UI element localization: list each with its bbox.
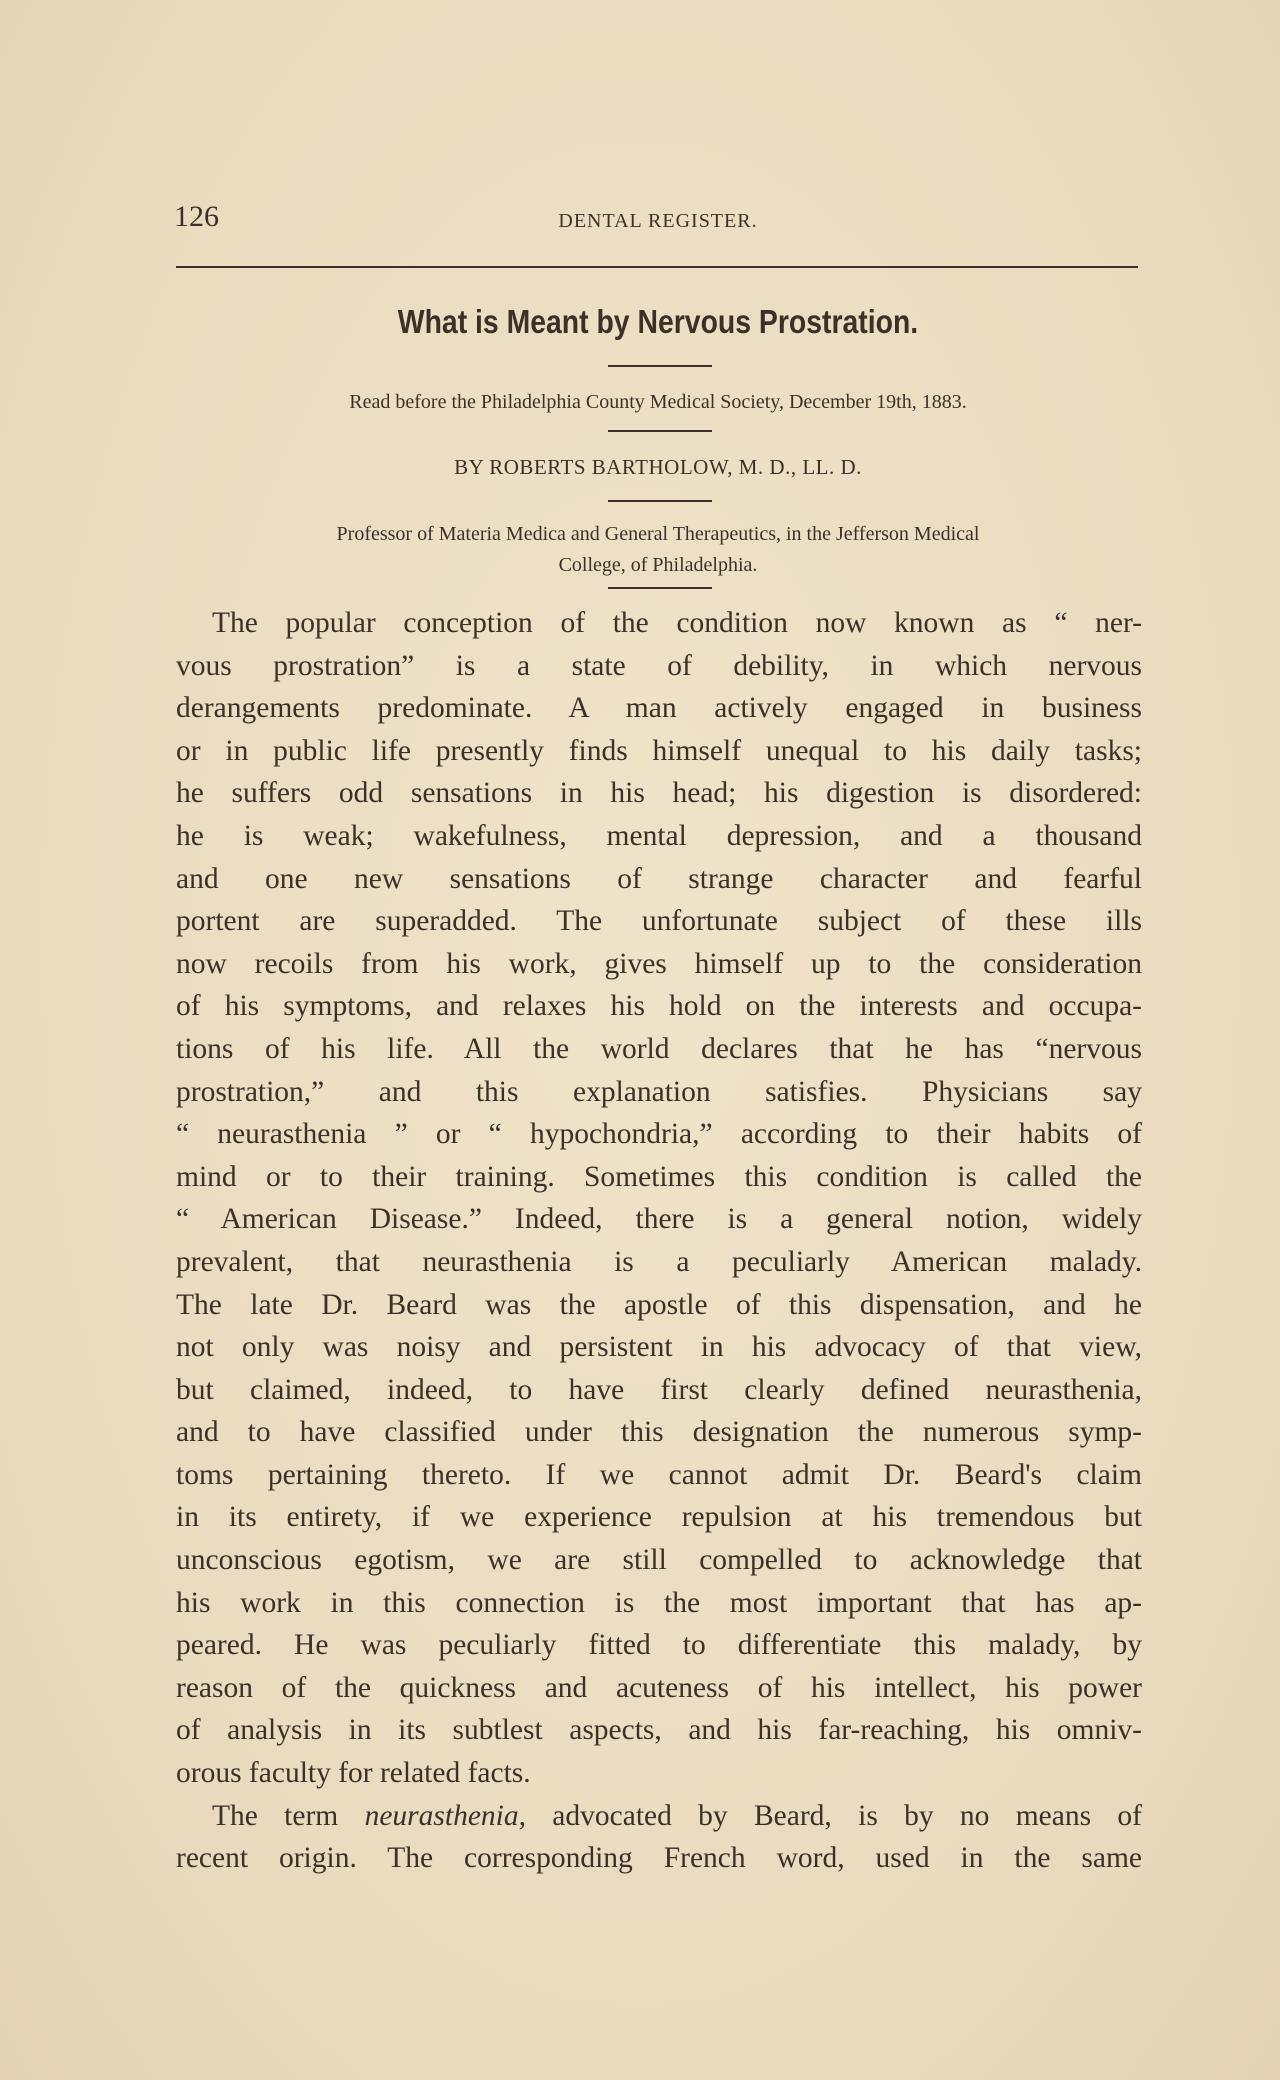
running-head: DENTAL REGISTER. xyxy=(558,210,758,232)
text-line: of his symptoms, and relaxes his hold on the interests and occupa- xyxy=(176,990,1142,1023)
text-line: he suffers odd sensations in his head; his digestion is disordered: xyxy=(176,777,1142,810)
author-affiliation xyxy=(160,519,1156,581)
article-body xyxy=(176,602,1142,1880)
text-line: of analysis in its subtlest aspects, and his far-reaching, his omniv- xyxy=(176,1714,1142,1747)
text-line: he is weak; wakefulness, mental depression, and a thousand xyxy=(176,819,1142,852)
text-line: portent are superadded. The unfortunate subject of these ills xyxy=(176,905,1142,938)
divider-rule xyxy=(608,587,712,589)
page-number: 126 xyxy=(174,200,219,233)
text-line: or in public life presently finds himself unequal to his daily tasks; xyxy=(176,734,1142,767)
header-rule xyxy=(176,266,1138,268)
text-segment: advocated by Beard, is by no means of xyxy=(525,1799,1142,1832)
text-line: mind or to their training. Sometimes this condition is called the xyxy=(176,1160,1142,1193)
text-line: in its entirety, if we experience repulsion at his tremendous but xyxy=(176,1501,1142,1534)
text-line: orous faculty for related facts. xyxy=(176,1757,531,1790)
text-line: prevalent, that neurasthenia is a peculiarly American malady. xyxy=(176,1245,1142,1278)
text-line: peared. He was peculiarly fitted to differentiate this malady, by xyxy=(176,1629,1142,1662)
text-line: his work in this connection is the most important that has ap- xyxy=(176,1586,1142,1619)
text-line: and one new sensations of strange character and fearful xyxy=(176,862,1142,895)
text-line: The late Dr. Beard was the apostle of this dispensation, and he xyxy=(176,1288,1142,1321)
text-segment: The term xyxy=(212,1799,365,1832)
affiliation-line: Professor of Materia Medica and General Therapeutics, in the Jefferson Medical xyxy=(336,523,980,545)
divider-rule xyxy=(608,500,712,502)
text-line: vous prostration” is a state of debility, in which nervous xyxy=(176,649,1142,682)
italic-term: neurasthenia, xyxy=(364,1799,526,1832)
text-line: toms pertaining thereto. If we cannot admit Dr. Beard's claim xyxy=(176,1458,1142,1491)
text-line: and to have classified under this designation the numerous symp- xyxy=(176,1416,1142,1449)
divider-rule xyxy=(608,365,712,367)
affiliation-line: College, of Philadelphia. xyxy=(558,554,758,576)
paragraph xyxy=(176,1795,1142,1880)
text-line: now recoils from his work, gives himself up to the consideration xyxy=(176,947,1142,980)
text-line: tions of his life. All the world declares that he has “nervous xyxy=(176,1032,1142,1065)
paragraph xyxy=(176,602,1142,1795)
text-line: reason of the quickness and acuteness of his intellect, his power xyxy=(176,1671,1142,1704)
text-line: not only was noisy and persistent in his advocacy of that view, xyxy=(176,1331,1142,1364)
text-line: unconscious egotism, we are still compelled to acknowledge that xyxy=(176,1544,1142,1577)
divider-rule xyxy=(608,430,712,432)
article-title: What is Meant by Nervous Prostration. xyxy=(397,303,919,340)
text-line: recent origin. The corresponding French word, used in the same xyxy=(176,1842,1142,1875)
text-line: “ neurasthenia ” or “ hypochondria,” according to their habits of xyxy=(176,1118,1142,1151)
text-line: prostration,” and this explanation satisfies. Physicians say xyxy=(176,1075,1142,1108)
text-line: “ American Disease.” Indeed, there is a general notion, widely xyxy=(176,1203,1142,1236)
author-byline: BY ROBERTS BARTHOLOW, M. D., LL. D. xyxy=(454,455,862,479)
text-line: but claimed, indeed, to have first clearly defined neurasthenia, xyxy=(176,1373,1142,1406)
read-before-note: Read before the Philadelphia County Medical Society, December 19th, 1883. xyxy=(349,391,967,413)
text-line: derangements predominate. A man actively engaged in business xyxy=(176,692,1142,725)
text-line: The popular conception of the condition now known as “ ner- xyxy=(212,607,1142,639)
text-line xyxy=(176,1795,1142,1838)
